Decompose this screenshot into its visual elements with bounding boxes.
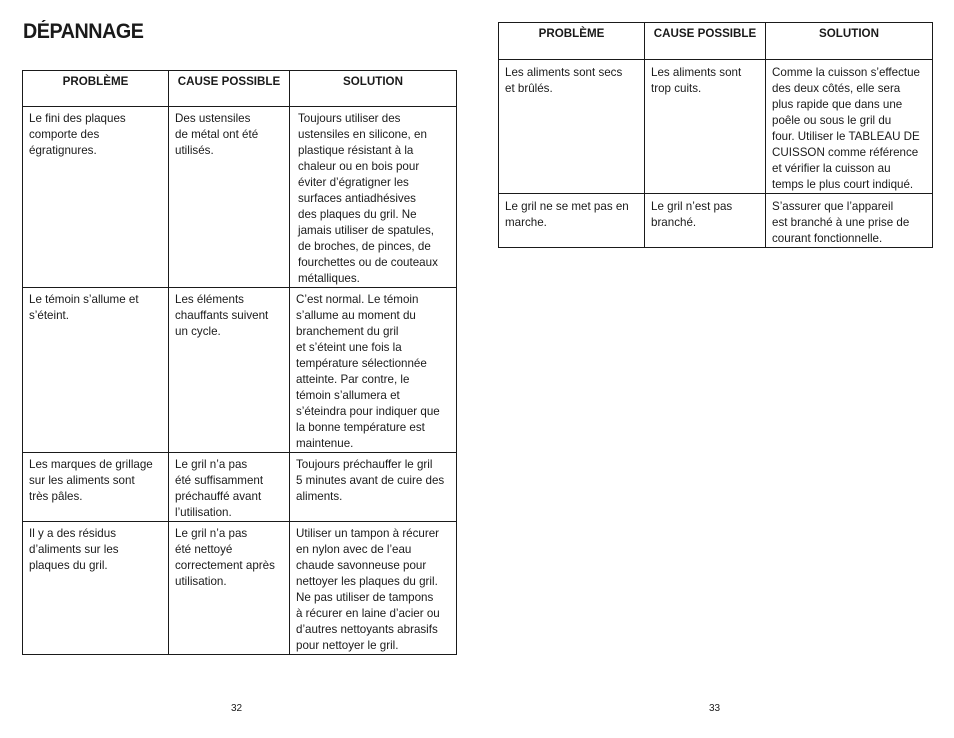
cause-cell: Des ustensiles de métal ont été utilisés.: [169, 107, 290, 288]
solution-cell: Utiliser un tampon à récurer en nylon avec de l’eau chaude savonneuse pour nettoyer les plaques du gril. Ne pas utiliser de tampons à récurer en laine d’acier ou d’autres nettoyants abrasifs pour nettoyer le gril.: [290, 522, 457, 655]
column-header-solution: SOLUTION: [766, 23, 933, 60]
column-header-problem: PROBLÈME: [499, 23, 645, 60]
column-header-problem: PROBLÈME: [23, 71, 169, 107]
cause-cell: Le gril n’a pas été suffisamment préchauffé avant l’utilisation.: [169, 453, 290, 522]
table-header-row: [499, 23, 933, 60]
page-number-left: 32: [231, 703, 243, 714]
problem-cell: Le gril ne se met pas en marche.: [499, 194, 645, 248]
solution-cell: Comme la cuisson s’effectue des deux côtés, elle sera plus rapide que dans une poêle ou sous le gril du four. Utiliser le TABLEAU DE CUISSON comme référence et vérifier la cuisson au temps le plus court indiqué.: [766, 60, 933, 194]
table-row: [499, 60, 933, 194]
table-row: [499, 194, 933, 248]
problem-cell: Les aliments sont secs et brûlés.: [499, 60, 645, 194]
column-header-cause: CAUSE POSSIBLE: [645, 23, 766, 60]
solution-cell: S’assurer que l’appareil est branché à une prise de courant fonctionnelle.: [766, 194, 933, 248]
solution-cell: Toujours utiliser des ustensiles en silicone, en plastique résistant à la chaleur ou en bois pour éviter d’égratigner les surfaces antiadhésives des plaques du gril. Ne jamais utiliser de spatules, de broches, de pinces, de fourchettes ou de couteaux métalliques.: [290, 107, 457, 288]
cause-cell: Le gril n’est pas branché.: [645, 194, 766, 248]
column-header-cause: CAUSE POSSIBLE: [169, 71, 290, 107]
problem-cell: Le témoin s’allume et s’éteint.: [23, 288, 169, 453]
table-row: [23, 107, 457, 288]
column-header-solution: SOLUTION: [290, 71, 457, 107]
solution-cell: Toujours préchauffer le gril 5 minutes avant de cuire des aliments.: [290, 453, 457, 522]
page-title: DÉPANNAGE: [23, 20, 144, 43]
table-row: [23, 522, 457, 655]
table-header-row: [23, 71, 457, 107]
troubleshooting-table-right: [498, 22, 933, 248]
solution-cell: C’est normal. Le témoin s’allume au moment du branchement du gril et s’éteint une fois la température sélectionnée atteinte. Par contre, le témoin s’allumera et s’éteindra pour indiquer que la bonne température est maintenue.: [290, 288, 457, 453]
table-row: [23, 288, 457, 453]
troubleshooting-table-left: [22, 70, 457, 655]
problem-cell: Le fini des plaques comporte des égratignures.: [23, 107, 169, 288]
page-number-right: 33: [709, 703, 721, 714]
problem-cell: Il y a des résidus d’aliments sur les plaques du gril.: [23, 522, 169, 655]
cause-cell: Le gril n’a pas été nettoyé correctement après utilisation.: [169, 522, 290, 655]
problem-cell: Les marques de grillage sur les aliments sont très pâles.: [23, 453, 169, 522]
table-row: [23, 453, 457, 522]
cause-cell: Les aliments sont trop cuits.: [645, 60, 766, 194]
cause-cell: Les éléments chauffants suivent un cycle.: [169, 288, 290, 453]
